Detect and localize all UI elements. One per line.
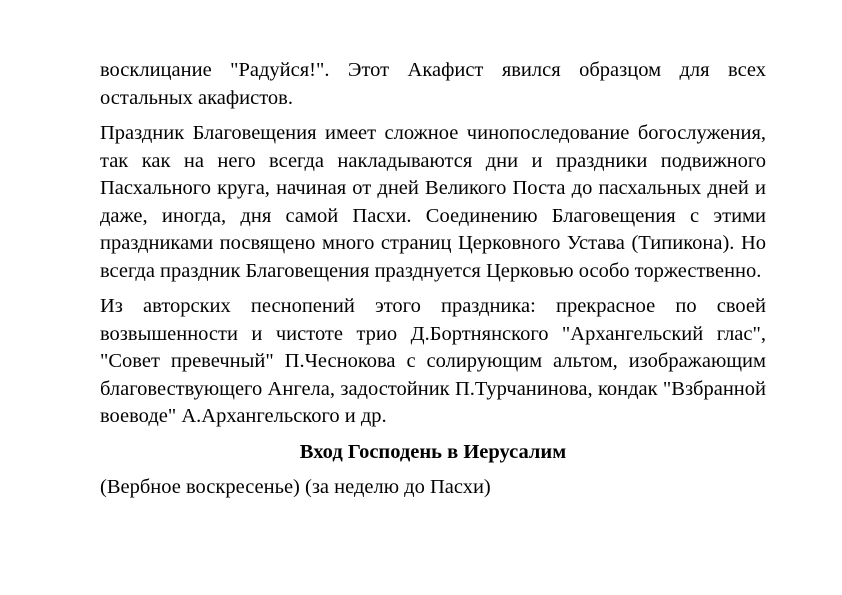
section-subtitle: (Вербное воскресенье) (за неделю до Пасхи) — [100, 476, 491, 498]
page-content — [100, 57, 766, 502]
section-heading: Вход Господень в Иерусалим — [299, 440, 567, 463]
paragraph-hymns: Из авторских песнопений этого праздника: прекрасное по своей возвышенности и чистоте трио Д.Бортнянского "Архангельский глас", "Совет превечный" П.Чеснокова с солирующим альтом, изображающим благовествующего Ангела, задостойник П.Турчанинова, кондак "Взбранной воеводе" А.Архангельского и др. — [100, 295, 766, 427]
paragraph-akathist-end: восклицание "Радуйся!". Этот Акафист явился образцом для всех остальных акафистов. — [100, 59, 766, 109]
paragraph-annunciation-service: Праздник Благовещения имеет сложное чинопоследование богослужения, так как на него всегда накладываются дни и праздники подвижного Пасхального круга, начиная от дней Великого Поста до пасхальных дней и даже, иногда, дня самой Пасхи. Соединению Благовещения с этими праздниками посвящено много страниц Церковного Устава (Типикона). Но всегда праздник Благовещения празднуется Церковью особо торжественно. — [100, 122, 766, 282]
